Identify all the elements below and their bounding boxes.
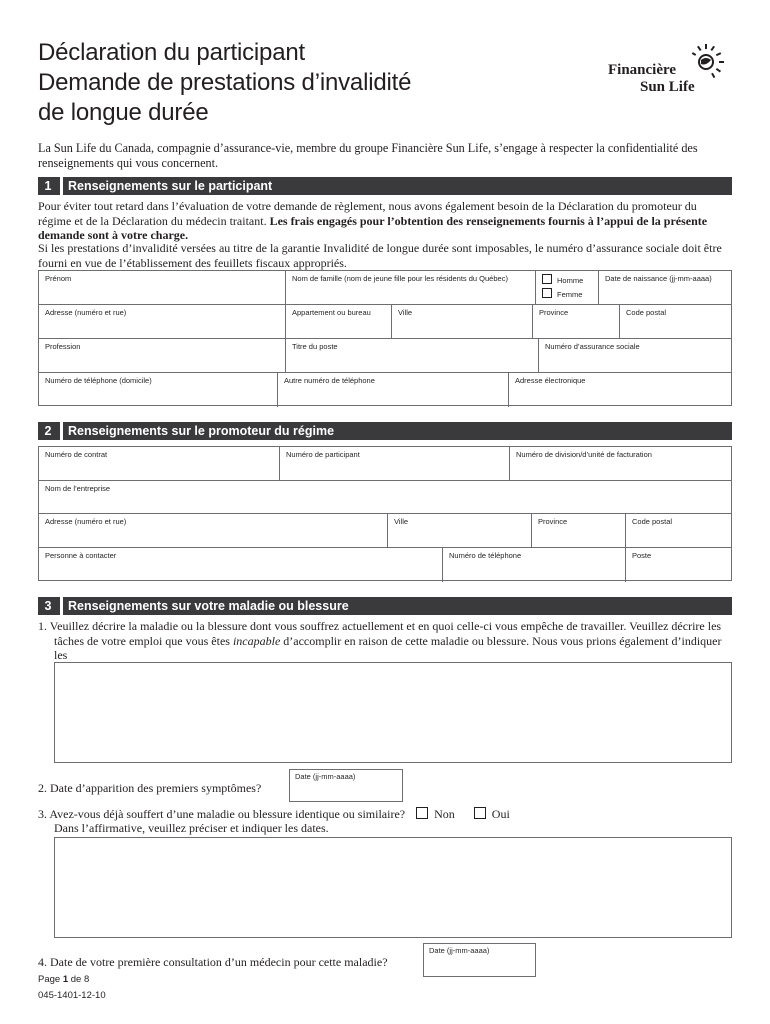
question-2: 2. Date d’apparition des premiers symptômes? <box>38 781 262 795</box>
section-3-label: Renseignements sur votre maladie ou blessure <box>68 599 349 613</box>
code-postal-field[interactable]: Code postal <box>619 305 733 338</box>
sun-logo-icon <box>682 42 724 82</box>
oui-checkbox[interactable] <box>474 807 486 819</box>
courriel-field[interactable]: Adresse électronique <box>508 373 733 407</box>
form-code: 045-1401-12-10 <box>38 990 106 1001</box>
section-3-number: 3 <box>44 599 52 613</box>
precisions-textarea[interactable] <box>54 837 732 938</box>
grid-row <box>39 548 731 582</box>
section-2-label: Renseignements sur le promoteur du régime <box>68 424 335 438</box>
homme-label: Homme <box>557 276 584 285</box>
numero-division-field[interactable]: Numéro de division/d’unité de facturation <box>509 447 733 480</box>
prenom-field[interactable]: Prénom <box>45 274 72 283</box>
question-4: 4. Date de votre première consultation d’un médecin pour cette maladie? <box>38 955 388 969</box>
date-consultation-field[interactable]: Date (jj-mm-aaaa) <box>423 943 536 977</box>
homme-checkbox[interactable] <box>542 274 552 284</box>
section-1-label: Renseignements sur le participant <box>68 179 273 193</box>
participant-info-grid <box>38 270 732 406</box>
page-title <box>38 38 411 128</box>
sun-life-logo <box>600 40 735 100</box>
sexe-field <box>535 271 598 304</box>
section-1-paragraph-2: Si les prestations d’invalidité versées au titre de la garantie Invalidité de longue durée sont imposables, le numéro d’assurance sociale doit être fourni en vue de l’établissement des feuillets fiscaux appropriés. <box>38 241 722 270</box>
page-number: Page 1 de 8 <box>38 974 90 985</box>
question-3: 3. Avez-vous déjà souffert d’une maladie ou blessure identique ou similaire? Non Oui <box>38 807 510 821</box>
date-symptomes-field[interactable]: Date (jj-mm-aaaa) <box>289 769 403 802</box>
non-checkbox[interactable] <box>416 807 428 819</box>
question-1: 1. Veuillez décrire la maladie ou la blessure dont vous souffrez actuellement et en quoi celle-ci vous empêche de travailler. Veuillez décrire les tâches de votre emploi que vous êtes incapable d’accomplir en raison de cette maladie ou blessure. Nous vous prions également d’indiquer les <box>38 619 722 662</box>
adresse-promoteur-field[interactable]: Adresse (numéro et rue) <box>45 517 127 526</box>
province-field[interactable]: Province <box>532 305 619 338</box>
telephone-domicile-field[interactable]: Numéro de téléphone (domicile) <box>45 376 152 385</box>
non-label: Non <box>434 807 455 821</box>
profession-field[interactable]: Profession <box>45 342 81 351</box>
femme-checkbox[interactable] <box>542 288 552 298</box>
autre-telephone-field[interactable]: Autre numéro de téléphone <box>277 373 508 407</box>
appartement-field[interactable]: Appartement ou bureau <box>285 305 391 338</box>
code-postal-promoteur-field[interactable]: Code postal <box>625 514 733 547</box>
grid-row <box>39 373 731 407</box>
sponsor-info-grid <box>38 446 732 581</box>
femme-label: Femme <box>557 290 583 299</box>
logo-text-sunlife: Sun Life <box>640 79 695 95</box>
section-2-header <box>38 422 732 440</box>
oui-label: Oui <box>491 807 510 821</box>
grid-row <box>39 339 731 373</box>
ville-promoteur-field[interactable]: Ville <box>387 514 531 547</box>
logo-text-financiere: Financière <box>608 62 677 78</box>
nom-field[interactable]: Nom de famille (nom de jeune fille pour les résidents du Québec) <box>285 271 535 304</box>
numero-contrat-field[interactable]: Numéro de contrat <box>45 450 108 459</box>
question-3-followup: Dans l’affirmative, veuillez préciser et indiquer les dates. <box>54 821 329 835</box>
section-1-number: 1 <box>44 179 52 193</box>
titre-poste-field[interactable]: Titre du poste <box>285 339 538 372</box>
province-promoteur-field[interactable]: Province <box>531 514 625 547</box>
title-line-1: Déclaration du participant <box>38 39 305 66</box>
nas-field[interactable]: Numéro d’assurance sociale <box>538 339 733 372</box>
description-textarea[interactable] <box>54 662 732 763</box>
section-2-number: 2 <box>44 424 52 438</box>
adresse-field[interactable]: Adresse (numéro et rue) <box>45 308 127 317</box>
grid-row <box>39 481 731 514</box>
intro-text: La Sun Life du Canada, compagnie d’assurance-vie, membre du groupe Financière Sun Life, s’engage à respecter la confidentialité des renseignements qui vous concernent. <box>38 141 698 170</box>
grid-row <box>39 447 731 481</box>
grid-row <box>39 514 731 548</box>
grid-row <box>39 305 731 339</box>
section-3-header <box>38 597 732 615</box>
date-naissance-field[interactable]: Date de naissance (jj-mm-aaaa) <box>598 271 733 304</box>
title-line-2: Demande de prestations d’invalidité <box>38 69 412 96</box>
grid-row <box>39 271 731 305</box>
section-1-paragraph-1: Pour éviter tout retard dans l’évaluation de votre demande de règlement, nous avons également besoin de la Déclaration du promoteur du régime et de la Déclaration du médecin traitant. Les frais engagés pour l’obtention des renseignements fournis à l’appui de la présente demande sont à votre charge. <box>38 199 708 242</box>
numero-participant-field[interactable]: Numéro de participant <box>279 447 509 480</box>
section-1-header <box>38 177 732 195</box>
personne-contact-field[interactable]: Personne à contacter <box>45 551 117 560</box>
title-line-3: de longue durée <box>38 99 209 126</box>
poste-field[interactable]: Poste <box>625 548 733 582</box>
ville-field[interactable]: Ville <box>391 305 532 338</box>
telephone-promoteur-field[interactable]: Numéro de téléphone <box>442 548 625 582</box>
nom-entreprise-field[interactable]: Nom de l’entreprise <box>45 484 111 493</box>
